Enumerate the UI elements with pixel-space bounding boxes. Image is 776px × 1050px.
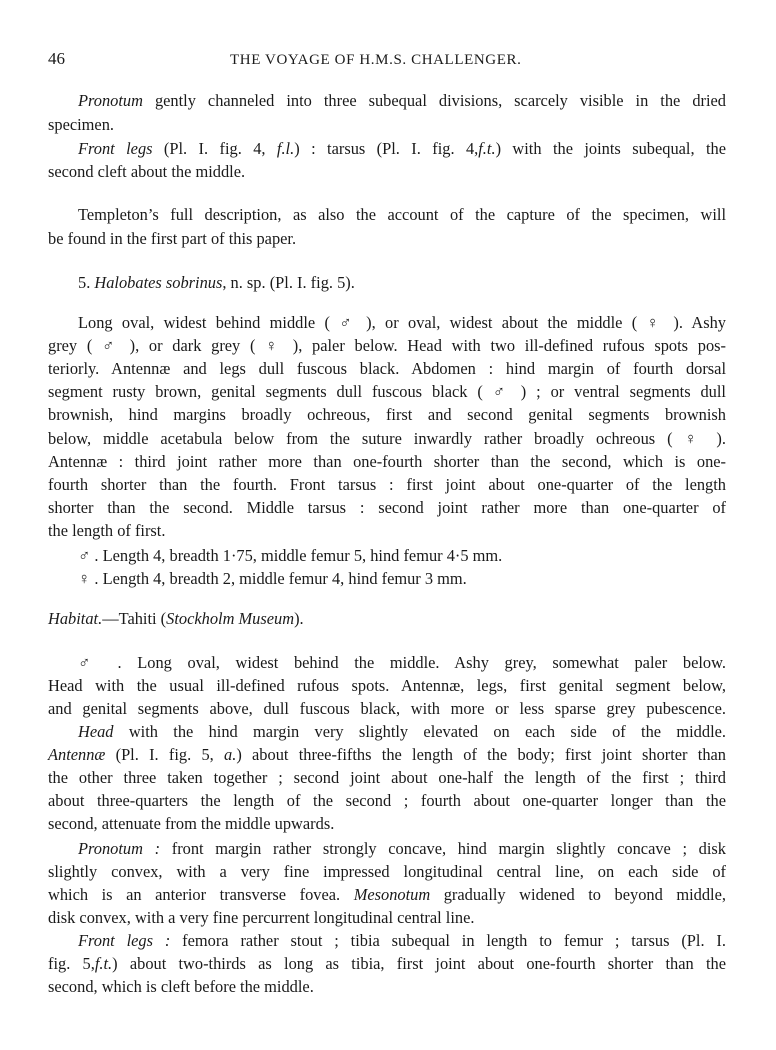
text-line: Antennæ : third joint rather more than one-fourth shorter than the second, which is one- [48, 452, 726, 471]
text-line: second cleft about the middle. [48, 162, 246, 181]
text-line: Antennæ (Pl. I. fig. 5, a.) about three-fifths the length of the body; first joint shorter than [48, 745, 726, 764]
text-line: be found in the first part of this paper. [48, 229, 297, 248]
running-title: THE VOYAGE OF H.M.S. CHALLENGER. [230, 52, 522, 68]
text-line: specimen. [48, 115, 114, 134]
text-line: brownish, hind margins broadly ochreous, first and second genital segments brownish [48, 405, 726, 424]
text-line: grey ( ♂ ), or dark grey ( ♀ ), paler below. Head with two ill-defined rufous spots pos- [48, 336, 726, 355]
text-line: Head with the hind margin very slightly elevated on each side of the middle. [78, 722, 726, 741]
text-line: fourth shorter than the fourth. Front tarsus : first joint about one-quarter of the length [48, 475, 726, 494]
text-line: Templeton’s full description, as also the account of the capture of the specimen, will [78, 205, 726, 224]
text-line: Front legs : femora rather stout ; tibia subequal in length to femur ; tarsus (Pl. I. [78, 931, 726, 950]
text-line: teriorly. Antennæ and legs dull fuscous black. Abdomen : hind margin of fourth dorsal [48, 359, 726, 378]
habitat-line: Habitat.—Tahiti (Stockholm Museum). [48, 609, 304, 628]
text-line: Front legs (Pl. I. fig. 4, f.l.) : tarsus (Pl. I. fig. 4,f.t.) with the joints subequal, the [78, 139, 726, 158]
text-line: shorter than the second. Middle tarsus : second joint rather more than one-quarter of [48, 498, 726, 517]
text-line: ♂ . Long oval, widest behind the middle. Ashy grey, somewhat paler below. [78, 653, 726, 672]
text-line: second, attenuate from the middle upwards. [48, 814, 335, 833]
text-line: Pronotum : front margin rather strongly concave, hind margin slightly concave ; disk [78, 839, 726, 858]
text-line: segment rusty brown, genital segments dull fuscous black ( ♂ ) ; or ventral segments dull [48, 382, 726, 401]
text-line: the other three taken together ; second joint about one-half the length of the first ; third [48, 768, 726, 787]
text-line: second, which is cleft before the middle. [48, 977, 314, 996]
text-line: slightly convex, with a very fine impressed longitudinal central line, on each side of [48, 862, 726, 881]
text-line: and genital segments above, dull fuscous black, with more or less sparse grey pubescence. [48, 699, 726, 718]
text-line: Head with the usual ill-defined rufous spots. Antennæ, legs, first genital segment below, [48, 676, 726, 695]
page-number: 46 [48, 49, 65, 68]
text-line: fig. 5,f.t.) about two-thirds as long as tibia, first joint about one-fourth shorter than the [48, 954, 726, 973]
text-line: below, middle acetabula below from the suture inwardly rather broadly ochreous ( ♀ ). [48, 429, 726, 448]
text-line: which is an anterior transverse fovea. Mesonotum gradually widened to beyond middle, [48, 885, 726, 904]
text-line: about three-quarters the length of the second ; fourth about one-quarter longer than the [48, 791, 726, 810]
text-line: disk convex, with a very fine percurrent longitudinal central line. [48, 908, 475, 927]
text-line: Pronotum gently channeled into three subequal divisions, scarcely visible in the dried [78, 91, 726, 110]
measurement-female: ♀ . Length 4, breadth 2, middle femur 4, hind femur 3 mm. [78, 569, 467, 588]
text-line: the length of first. [48, 521, 166, 540]
text-line: Long oval, widest behind middle ( ♂ ), or oval, widest about the middle ( ♀ ). Ashy [78, 313, 726, 332]
species-heading: 5. Halobates sobrinus, n. sp. (Pl. I. fig. 5). [78, 273, 355, 292]
measurement-male: ♂ . Length 4, breadth 1·75, middle femur 5, hind femur 4·5 mm. [78, 546, 503, 565]
